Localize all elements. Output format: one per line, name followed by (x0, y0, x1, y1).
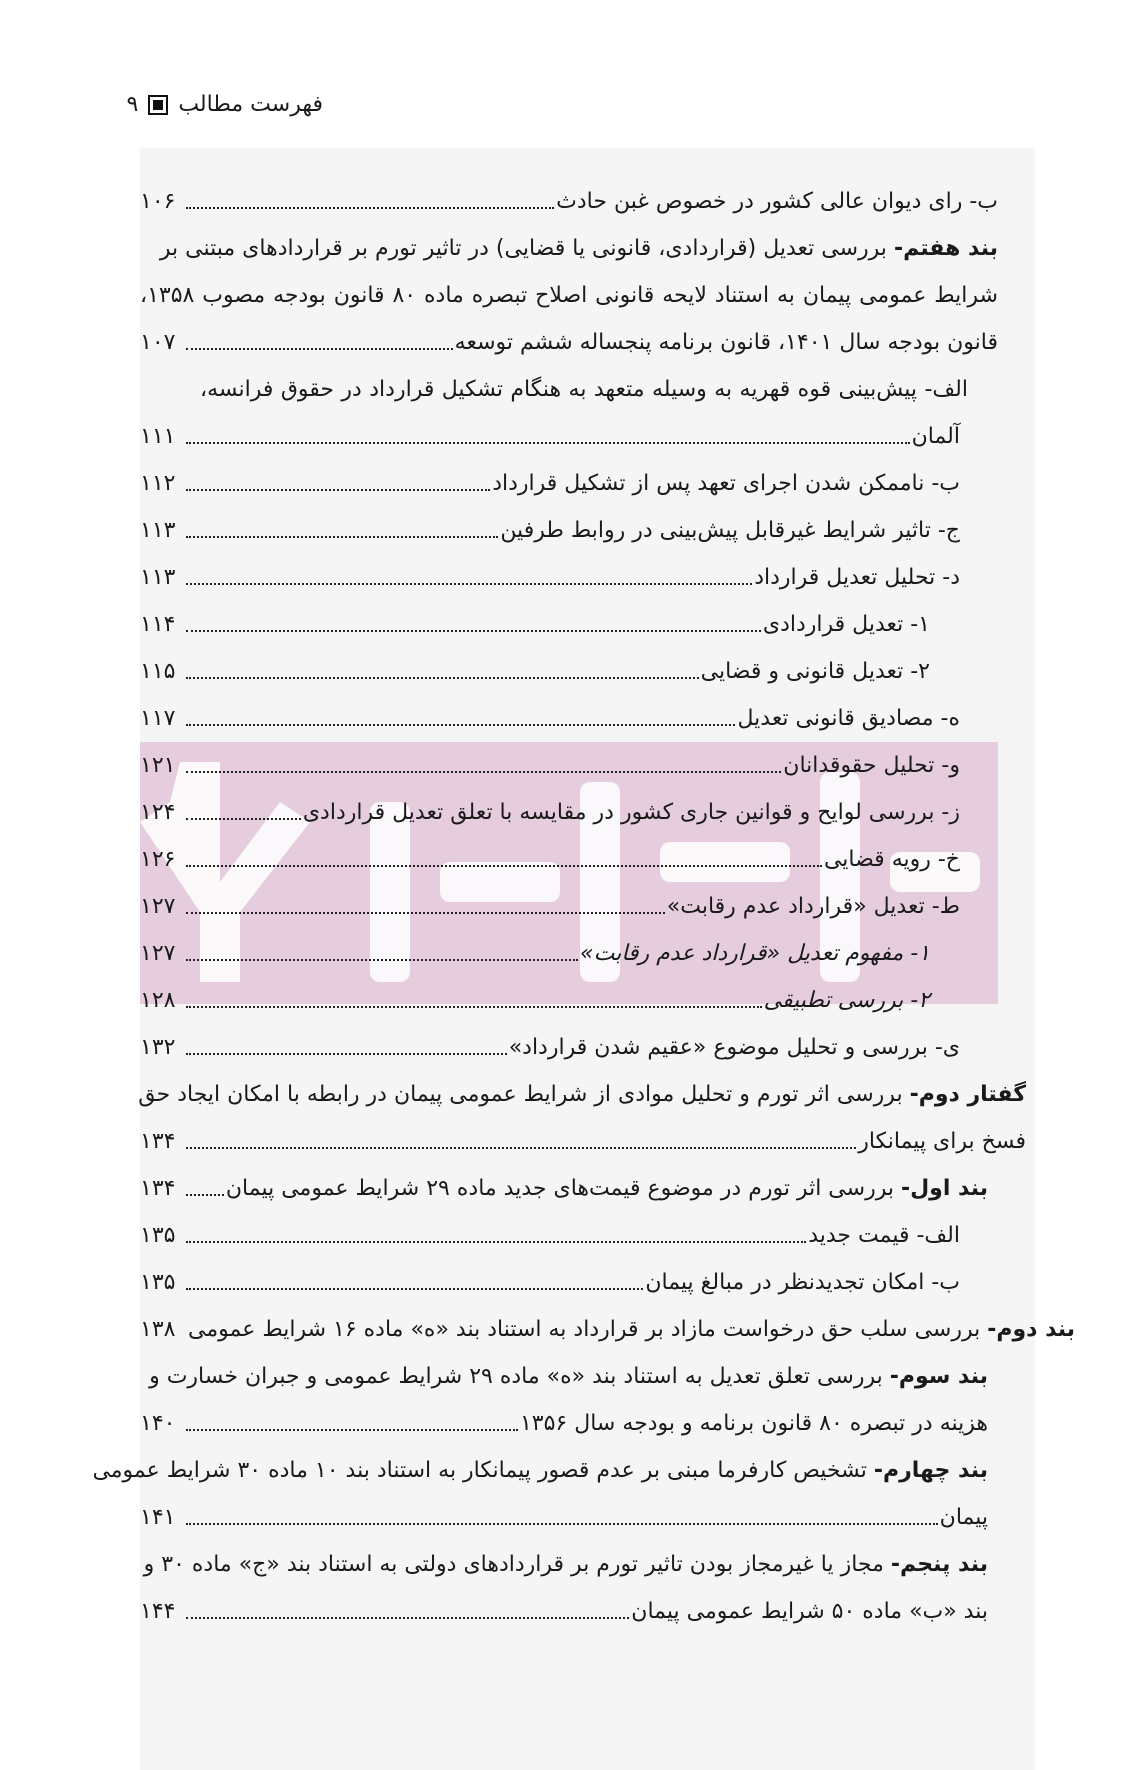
toc-entry: بند سوم- بررسی تعلق تعدیل به استناد بند «ه» ماده ۲۹ شرایط عمومی و جبران خسارت و (149, 1364, 988, 1389)
toc-entry: ۱۲۱ و- تحلیل حقوقدانان (140, 753, 960, 778)
toc-entry: ۱۳۵ الف- قیمت جدید (140, 1223, 960, 1248)
toc-entry: ۱۰۷ قانون بودجه سال ۱۴۰۱، قانون برنامه پنجساله ششم توسعه (140, 330, 998, 355)
toc-entry: ۱۲۷ ط- تعدیل «قرارداد عدم رقابت» (140, 894, 960, 919)
toc-entry: ۱۳۸ بند دوم- بررسی سلب حق درخواست مازاد بر قرارداد به استناد بند «ه» ماده ۱۶ شرایط عمومی (140, 1317, 1076, 1342)
toc-entry: ۱۴۰ هزینه در تبصره ۸۰ قانون برنامه و بودجه سال ۱۳۵۶ (140, 1411, 988, 1436)
toc-entry: الف- پیش‌بینی قوه قهریه به وسیله متعهد به هنگام تشکیل قرارداد در حقوق فرانسه، (200, 377, 968, 402)
toc-entry: ۱۱۳ د- تحلیل تعدیل قرارداد (140, 565, 960, 590)
toc-entry: بند چهارم- تشخیص کارفرما مبنی بر عدم قصور پیمانکار به استناد بند ۱۰ ماده ۳۰ شرایط عمومی (92, 1458, 988, 1483)
header-title: فهرست مطالب (178, 92, 323, 117)
toc-entry: ۱۱۷ ه- مصادیق قانونی تعدیل (140, 706, 960, 731)
toc-entry: ۱۰۶ ب- رای دیوان عالی کشور در خصوص غبن حادث (140, 189, 998, 214)
page-number: ۹ (126, 92, 139, 117)
toc-entry: ۱۳۵ ب- امکان تجدیدنظر در مبالغ پیمان (140, 1270, 960, 1295)
toc-entry: بند هفتم- بررسی تعدیل (قراردادی، قانونی یا قضایی) در تاثیر تورم بر قراردادهای مبتنی بر (159, 236, 998, 261)
toc-entry: بند پنجم- مجاز یا غیرمجاز بودن تاثیر تورم بر قراردادهای دولتی به استناد بند «ج» ماده ۳۰ و (143, 1552, 988, 1577)
toc-entry: گفتار دوم- بررسی اثر تورم و تحلیل موادی از شرایط عمومی پیمان در رابطه با امکان ایجاد حق (138, 1082, 1026, 1107)
toc-entry: ۱۴۱ پیمان (140, 1505, 988, 1530)
toc-entry: ۱۴۴ بند «ب» ماده ۵۰ شرایط عمومی پیمان (140, 1599, 988, 1624)
toc-entry: ۱۱۴ ۱- تعدیل قراردادی (140, 612, 930, 637)
toc-entry: ۱۲۸ ۲- بررسی تطبیقی (140, 988, 930, 1013)
toc-entry: ۱۱۳ ج- تاثیر شرایط غیرقابل پیش‌بینی در روابط طرفین (140, 518, 960, 543)
toc-entry: ۱۲۴ ز- بررسی لوایح و قوانین جاری کشور در مقایسه با تعلق تعدیل قراردادی (140, 800, 960, 825)
toc-entry: ۱۳۴ فسخ برای پیمانکار (140, 1129, 1026, 1154)
toc-entry: ۱۲۶ خ- رویه قضایی (140, 847, 960, 872)
toc-entry: ۱۱۵ ۲- تعدیل قانونی و قضایی (140, 659, 930, 684)
toc-entry: ۱۱۲ ب- ناممکن شدن اجرای تعهد پس از تشکیل قرارداد (140, 471, 960, 496)
toc-entry: شرایط عمومی پیمان به استناد لایحه قانونی اصلاح تبصره ماده ۸۰ قانون بودجه مصوب ۱۳۵۸، (140, 283, 998, 308)
toc-entry: ۱۱۱ آلمان (140, 424, 960, 449)
toc-entry: ۱۳۲ ی- بررسی و تحلیل موضوع «عقیم شدن قرارداد» (140, 1035, 960, 1060)
toc-entry: ۱۳۴ بند اول- بررسی اثر تورم در موضوع قیمت‌های جدید ماده ۲۹ شرایط عمومی پیمان (140, 1176, 988, 1201)
toc-entry: ۱۲۷ ۱- مفهوم تعدیل «قرارداد عدم رقابت» (140, 941, 930, 966)
